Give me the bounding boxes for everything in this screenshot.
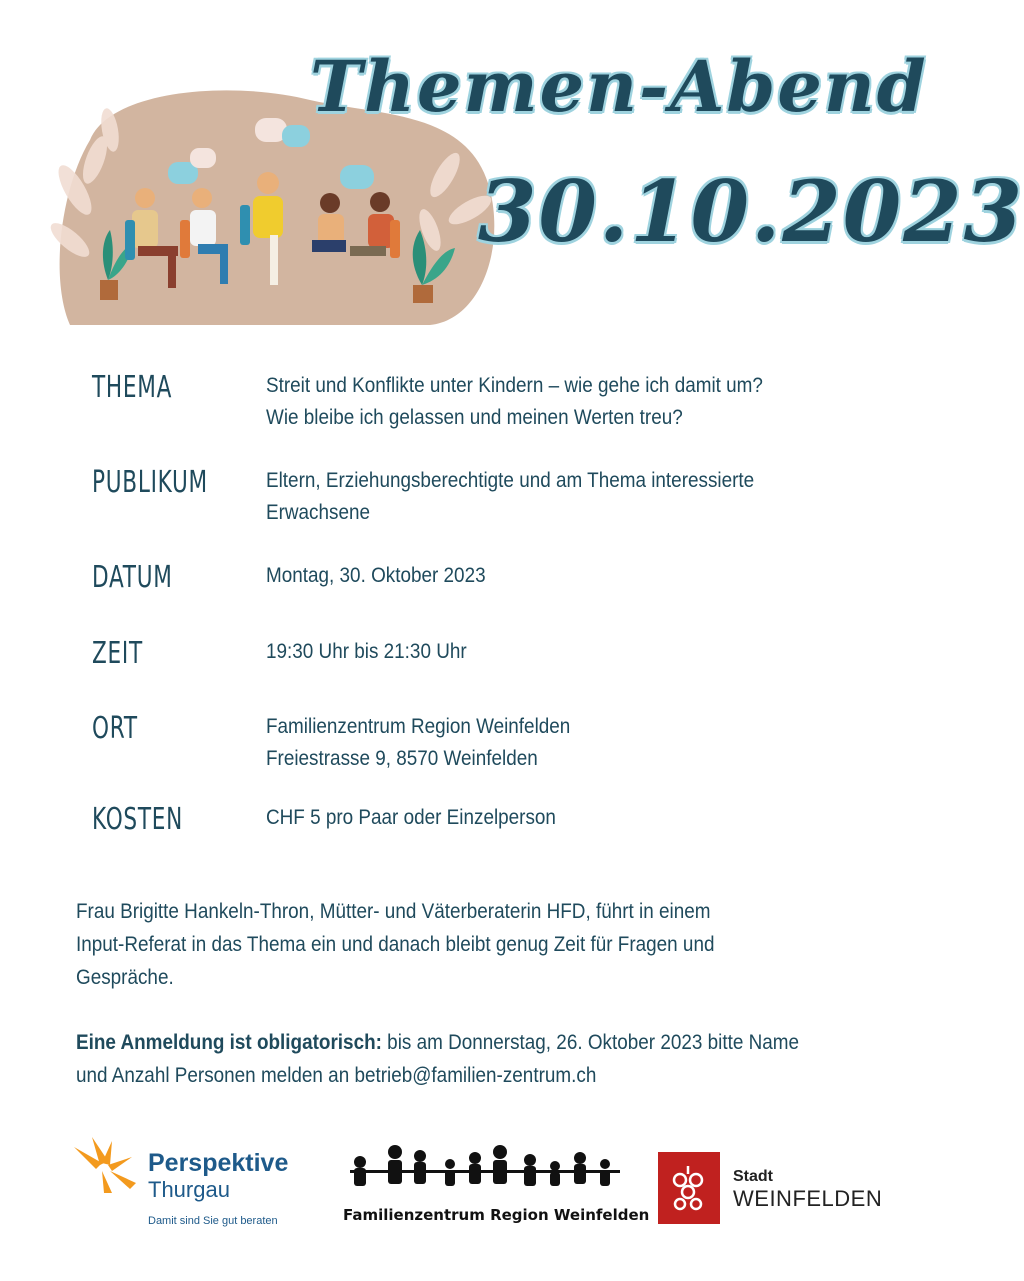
stadt-weinfelden-logo [658,1152,883,1227]
row-value [266,560,797,592]
row-value [266,636,797,668]
event-date-title: 30.10.2023 [478,162,1024,261]
perspektive-thurgau-logo [72,1135,312,1230]
registration-contact[interactable]: und Anzahl Personen melden an betrieb@familien-zentrum.ch [76,1064,597,1087]
row-label: THEMA [92,370,173,405]
registration-text: bis am Donnerstag, 26. Oktober 2023 bitte Name [381,1031,800,1054]
row-value-line: Wie bleibe ich gelassen und meinen Werten treu? [266,406,683,429]
row-value [266,370,797,434]
thurgau-name: Thurgau [148,1177,230,1202]
perspektive-tagline: Damit sind Sie gut beraten [148,1215,278,1227]
familienzentrum-name: Familienzentrum Region Weinfelden [343,1206,650,1224]
row-label: PUBLIKUM [92,465,208,500]
row-value-line: Streit und Konflikte unter Kindern – wie gehe ich damit um? [266,374,763,397]
row-value-line: Familienzentrum Region Weinfelden [266,715,571,738]
registration-bold: Eine Anmeldung ist obligatorisch: [76,1031,382,1054]
row-value [266,465,797,529]
intro-line: Gespräche. [76,966,174,989]
familienzentrum-logo [335,1140,650,1230]
grape-emblem-icon [658,1152,720,1224]
intro-line: Frau Brigitte Hankeln-Thron, Mütter- und Väterberaterin HFD, führt in einem [76,900,711,923]
intro-line: Input-Referat in das Thema ein und danach bleibt genug Zeit für Fragen und [76,933,715,956]
perspektive-mark-icon [72,1135,142,1195]
row-label: KOSTEN [92,802,184,837]
row-value [266,711,797,775]
row-value-line: Eltern, Erziehungsberechtigte und am Thema interessierte [266,469,755,492]
row-value-line: CHF 5 pro Paar oder Einzelperson [266,806,556,829]
perspektive-name: Perspektive [148,1149,289,1177]
row-value-line: Montag, 30. Oktober 2023 [266,564,486,587]
row-value [266,802,797,834]
row-label: ORT [92,711,138,746]
row-value-line: Freiestrasse 9, 8570 Weinfelden [266,747,538,770]
family-figures-icon [340,1140,630,1200]
row-label: DATUM [92,560,173,595]
event-title: Themen-Abend [310,45,928,128]
intro-paragraph [76,895,823,994]
row-value-line: Erwachsene [266,501,371,524]
registration-paragraph [76,1026,823,1092]
stadt-label: Stadt [733,1168,773,1185]
row-value-line: 19:30 Uhr bis 21:30 Uhr [266,640,467,663]
weinfelden-label: WEINFELDEN [733,1186,883,1211]
row-label: ZEIT [92,636,143,671]
